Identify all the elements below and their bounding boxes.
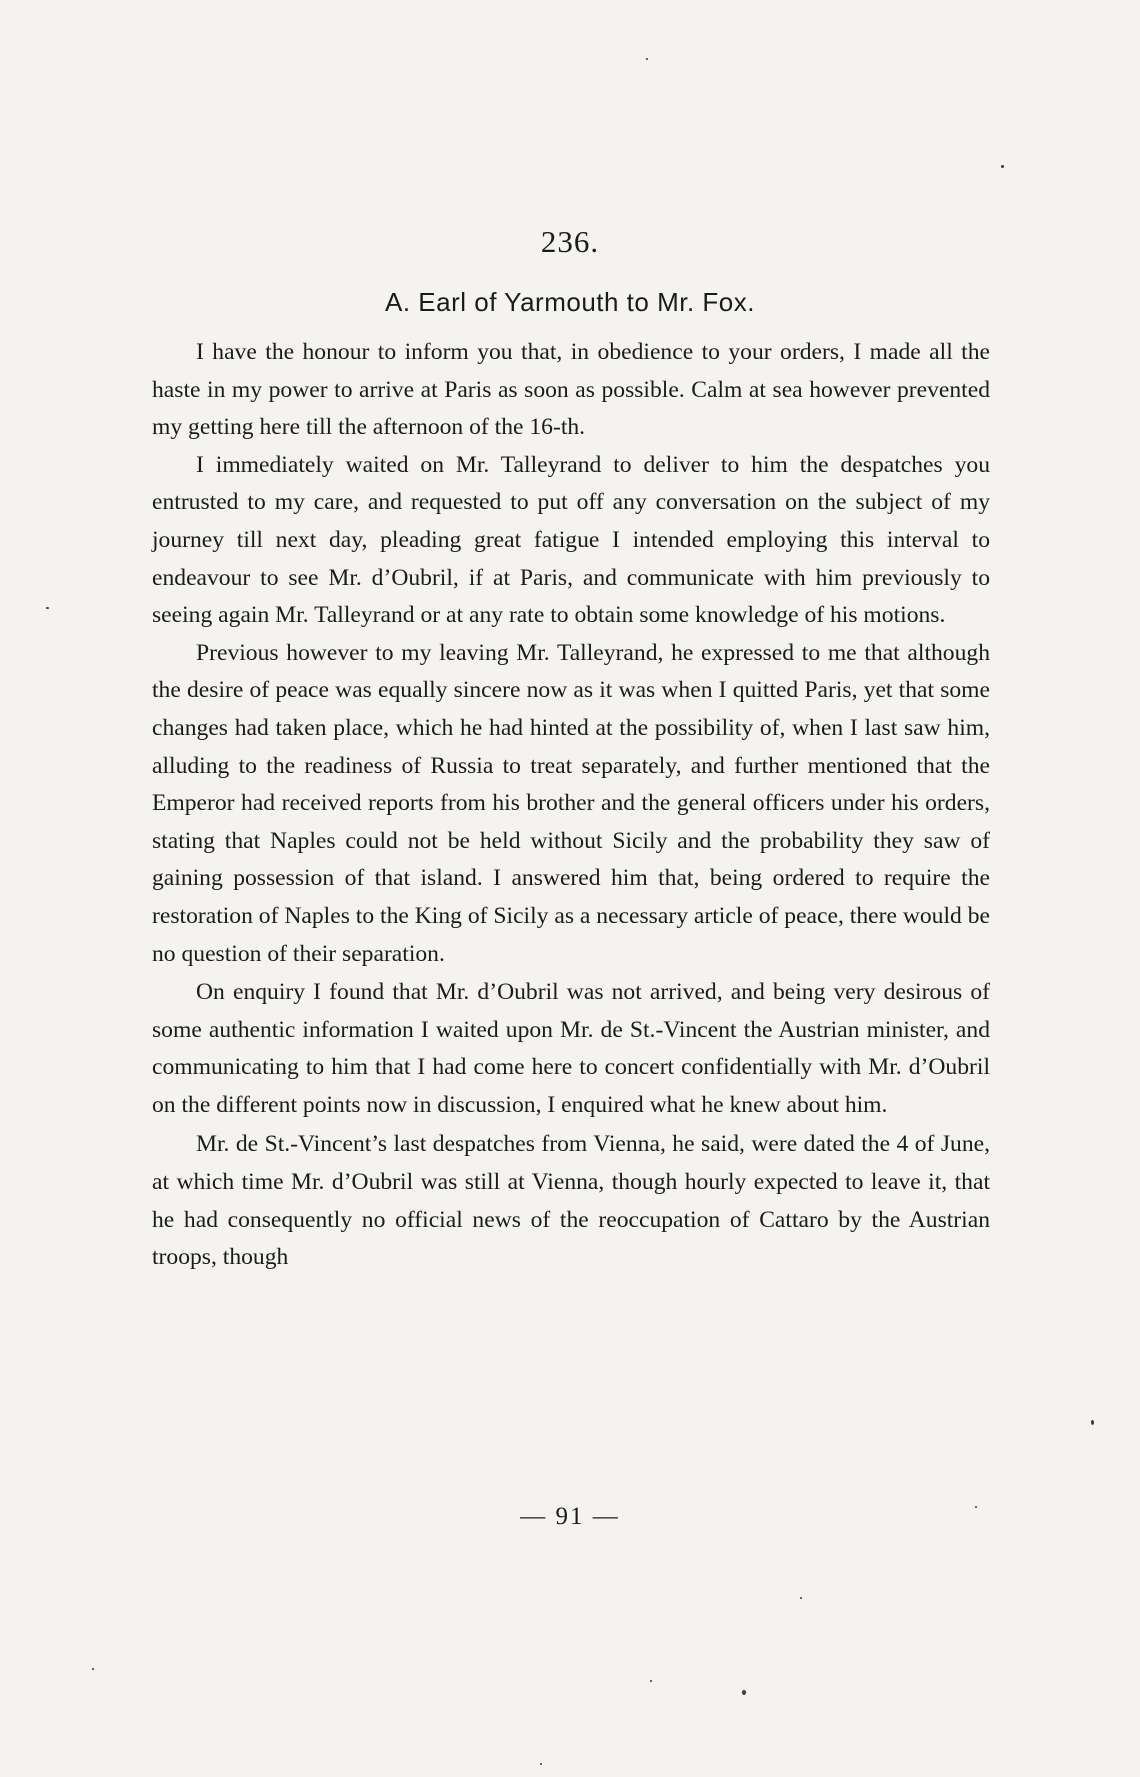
letter-body: [152, 334, 990, 1277]
scan-speck: [540, 1763, 542, 1765]
scan-speck: [800, 1597, 802, 1599]
paragraph-5: Mr. de St.-Vincent’s last despatches from Vienna, he said, were dated the 4 of June, at which time Mr. d’Oubril was still at Vienna, though hourly expected to leave it, that he had consequently no official news of the reoccupation of Cattaro by the Austrian troops, though: [152, 1131, 990, 1271]
scan-speck: [650, 1680, 652, 1682]
document-title: A. Earl of Yarmouth to Mr. Fox.: [384, 287, 755, 317]
scan-speck: [742, 1690, 746, 1695]
paragraph-1: I have the honour to inform you that, in obedience to your orders, I made all the haste in my power to arrive at Paris as soon as possible. Calm at sea however prevented my getting here till the afternoon of the 16-th.: [152, 339, 990, 441]
scan-speck: [92, 1668, 94, 1670]
scan-speck: [1091, 1420, 1094, 1425]
page-number: — 91 —: [520, 1503, 620, 1530]
scan-speck: [1001, 165, 1004, 168]
document-number: 236.: [540, 224, 600, 259]
scan-speck: [646, 58, 648, 60]
paragraph-2: I immediately waited on Mr. Talleyrand to deliver to him the despatches you entrusted to my care, and requested to put off any conversation on the subject of my journey till next day, pleading great fatigue I intended employing this interval to endeavour to see Mr. d’Oubril, if at Paris, and communicate with him previously to seeing again Mr. Talleyrand or at any rate to obtain some knowledge of his motions.: [152, 451, 990, 629]
paragraph-3: Previous however to my leaving Mr. Talleyrand, he expressed to me that although the desire of peace was equally sincere now as it was when I quitted Paris, yet that some changes had taken place, which he had hinted at the possibility of, when I last saw him, alluding to the readiness of Russia to treat separately, and further mentioned that the Emperor had received reports from his brother and the general officers under his orders, stating that Naples could not be held without Sicily and the probability they saw of gaining possession of that island. I answered him that, being ordered to require the restoration of Naples to the King of Sicily as a necessary article of peace, there would be no question of their separation.: [152, 639, 990, 967]
paragraph-4: On enquiry I found that Mr. d’Oubril was not arrived, and being very desirous of some authentic information I waited upon Mr. de St.-Vincent the Austrian minister, and communicating to him that I had come here to concert confidentially with Mr. d’Oubril on the different points now in discussion, I enquired what he knew about him.: [152, 979, 990, 1118]
scan-speck: [975, 1506, 977, 1508]
scan-speck: [46, 607, 49, 609]
